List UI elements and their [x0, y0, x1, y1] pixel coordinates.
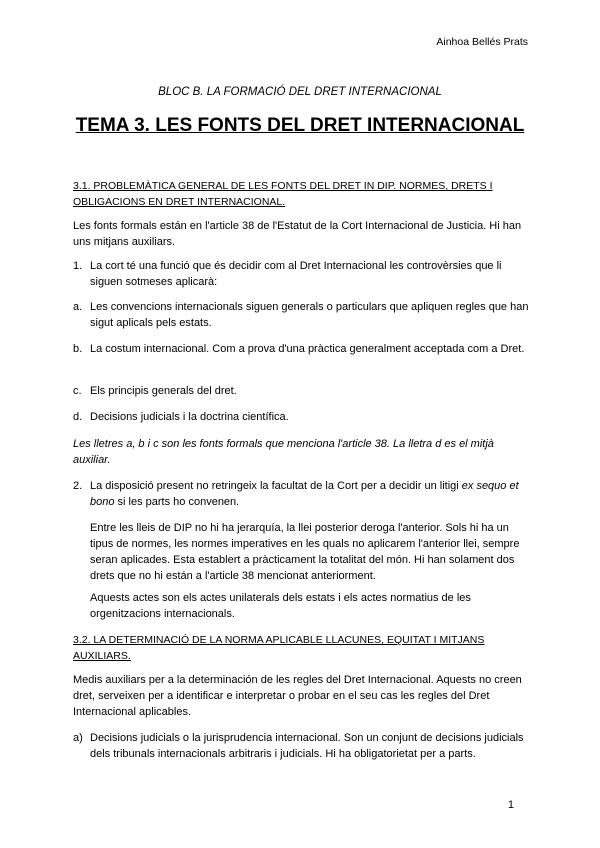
- list-text: Decisions judicials i la doctrina científica.: [90, 411, 289, 423]
- page-title: TEMA 3. LES FONTS DEL DRET INTERNACIONAL: [75, 115, 525, 136]
- list-text: si les parts ho convenen.: [114, 496, 240, 508]
- italic-note: Les lletres a, b i c son les fonts formals que menciona l'article 38. La lletra d es el mitjà auxiliar.: [73, 438, 494, 466]
- list-text: La disposició present no retringeix la facultat de la Cort per a decidir un litigi: [90, 480, 462, 492]
- author-name: Ainhoa Bellés Prats: [436, 36, 528, 48]
- list-marker: d.: [73, 411, 83, 423]
- list-item-a-2: [73, 730, 530, 762]
- list-text: Les convencions internacionals siguen generals o particulars que apliquen regles que han sigut aplicals pels estats.: [90, 301, 529, 329]
- bloc-heading: BLOC B. LA FORMACIÓ DEL DRET INTERNACIONAL: [158, 86, 442, 98]
- list-marker: 2.: [73, 480, 83, 492]
- list-text: Els principis generals del dret.: [90, 385, 237, 397]
- list-marker: c.: [73, 385, 82, 397]
- list-item-2: [73, 478, 530, 510]
- list-marker: b.: [73, 343, 83, 355]
- section-2-intro: Medis auxiliars per a la determinación de les regles del Dret Internacional. Aquests no creen dret, serveixen per a identificar e interpretar o probar en el seu cas les regles del Dret Internacional aplicables.: [73, 674, 522, 718]
- list-marker: a): [73, 732, 83, 744]
- list-item-1: [73, 258, 530, 290]
- paragraph-hierarchy: Entre les lleis de DIP no hi ha jerarquía, la llei posterior deroga l'anterior. Sols hi ha un tipus de normes, les normes imperatives en les quals no aplicarem l'anterior llei, sempre seran aplicades. Esta establert a pràcticament la totalitat del món. Hi han solament dos drets que no hi están a l'article 38 mencionat anteriorment.: [90, 522, 520, 582]
- page-number: 1: [507, 799, 514, 811]
- list-marker: 1.: [73, 260, 83, 272]
- list-item-d: [73, 409, 530, 425]
- section-1-intro: Les fonts formals están en l'article 38 de l'Estatut de la Cort Internacional de Justicia. Hi han uns mitjans auxiliars.: [73, 220, 522, 248]
- list-item-c: [73, 383, 530, 399]
- list-text: La cort té una funció que és decidir com al Dret Internacional les controvèrsies que li siguen sotmeses aplicarà:: [90, 260, 502, 288]
- list-text: La costum internacional. Com a prova d'una pràctica generalment acceptada com a Dret.: [90, 343, 525, 355]
- list-text-italic: ex sequo et bono: [90, 480, 519, 508]
- list-item-b: [73, 341, 530, 357]
- section-2-heading: 3.2. LA DETERMINACIÓ DE LA NORMA APLICABLE LLACUNES, EQUITAT I MITJANS AUXILIARS.: [73, 634, 485, 662]
- list-text: Decisions judicials o la jurisprudencia internacional. Son un conjunt de decisions judicials dels tribunals internacionals arbitraris i judicials. Hi ha obligatorietat per a parts.: [90, 732, 524, 760]
- paragraph-acts: Aquests actes son els actes unilaterals dels estats i els actes normatius de les orgenitzacions internacionals.: [90, 592, 471, 620]
- list-item-a: [73, 299, 530, 331]
- section-1-heading: 3.1. PROBLEMÀTICA GENERAL DE LES FONTS DEL DRET IN DIP. NORMES, DRETS I OBLIGACIONS EN DRET INTERNACIONAL.: [73, 180, 493, 208]
- list-marker: a.: [73, 301, 83, 313]
